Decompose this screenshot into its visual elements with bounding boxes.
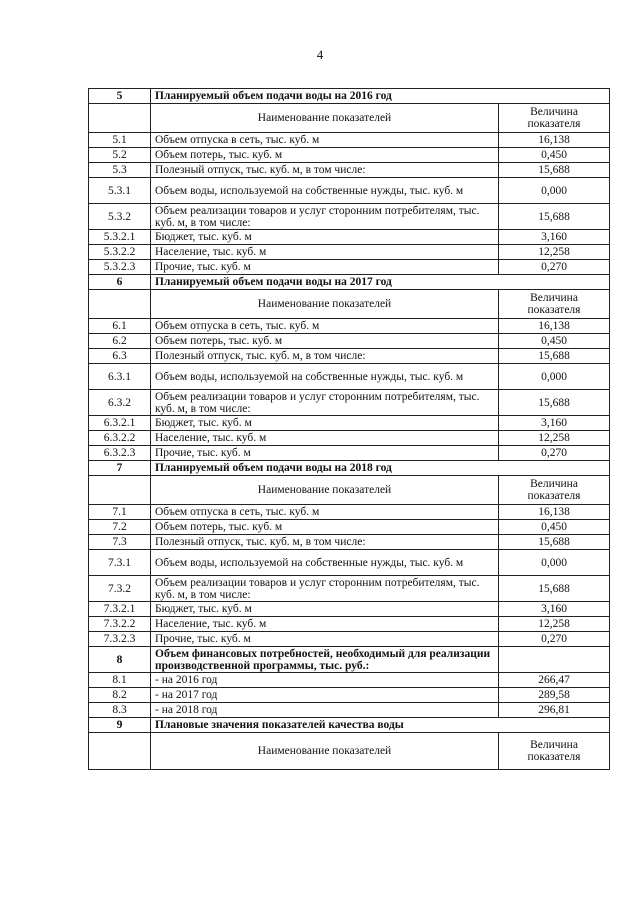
row-value: 0,000 xyxy=(499,178,610,204)
row-name: Прочие, тыс. куб. м xyxy=(151,260,499,275)
row-value: 0,270 xyxy=(499,260,610,275)
row-name: Объем потерь, тыс. куб. м xyxy=(151,520,499,535)
header-name-cell: Наименование показателей xyxy=(151,476,499,505)
header-value-cell: Величина показателя xyxy=(499,733,610,770)
row-name: Полезный отпуск, тыс. куб. м, в том числе: xyxy=(151,535,499,550)
row-value: 12,258 xyxy=(499,245,610,260)
row-name: Полезный отпуск, тыс. куб. м, в том числе: xyxy=(151,163,499,178)
row-value: 15,688 xyxy=(499,349,610,364)
table-row xyxy=(89,364,610,390)
row-value: 0,270 xyxy=(499,446,610,461)
section-title: Планируемый объем подачи воды на 2018 год xyxy=(151,461,610,476)
table-row xyxy=(89,632,610,647)
row-value: 266,47 xyxy=(499,673,610,688)
row-value: 16,138 xyxy=(499,133,610,148)
table-row xyxy=(89,688,610,703)
row-name: Прочие, тыс. куб. м xyxy=(151,446,499,461)
row-name: Полезный отпуск, тыс. куб. м, в том числе: xyxy=(151,349,499,364)
row-name: Объем отпуска в сеть, тыс. куб. м xyxy=(151,133,499,148)
row-name: Объем потерь, тыс. куб. м xyxy=(151,148,499,163)
header-value-cell: Величина показателя xyxy=(499,290,610,319)
table-row xyxy=(89,576,610,602)
table-row xyxy=(89,703,610,718)
row-name: Объем реализации товаров и услуг сторонним потребителям, тыс. куб. м, в том числе: xyxy=(151,390,499,416)
row-value: 15,688 xyxy=(499,576,610,602)
table-row xyxy=(89,319,610,334)
row-value: 0,450 xyxy=(499,520,610,535)
row-value: 15,688 xyxy=(499,204,610,230)
table-row xyxy=(89,260,610,275)
row-value: 0,000 xyxy=(499,550,610,576)
section-title-row xyxy=(89,89,610,104)
section-title: Планируемый объем подачи воды на 2017 год xyxy=(151,275,610,290)
row-name: Объем воды, используемой на собственные нужды, тыс. куб. м xyxy=(151,178,499,204)
row-value: 16,138 xyxy=(499,319,610,334)
table-row xyxy=(89,163,610,178)
row-number: 6.3.2.3 xyxy=(89,446,151,461)
header-empty-cell xyxy=(89,290,151,319)
row-number: 5.3.2.2 xyxy=(89,245,151,260)
row-name: Объем отпуска в сеть, тыс. куб. м xyxy=(151,319,499,334)
header-empty-cell xyxy=(89,104,151,133)
section-number: 5 xyxy=(89,89,151,104)
row-number: 7.3 xyxy=(89,535,151,550)
row-name: Объем реализации товаров и услуг сторонним потребителям, тыс. куб. м, в том числе: xyxy=(151,204,499,230)
header-empty-cell xyxy=(89,733,151,770)
table-row xyxy=(89,505,610,520)
table-row xyxy=(89,520,610,535)
table-row xyxy=(89,133,610,148)
row-number: 7.2 xyxy=(89,520,151,535)
row-value: 0,450 xyxy=(499,334,610,349)
row-number: 6.3 xyxy=(89,349,151,364)
row-number: 6.3.2.2 xyxy=(89,431,151,446)
row-number: 7.3.2 xyxy=(89,576,151,602)
row-number: 6.2 xyxy=(89,334,151,349)
row-name: Объем отпуска в сеть, тыс. куб. м xyxy=(151,505,499,520)
section-title-row xyxy=(89,275,610,290)
row-name: Объем воды, используемой на собственные нужды, тыс. куб. м xyxy=(151,364,499,390)
table-row xyxy=(89,602,610,617)
section-title-row xyxy=(89,461,610,476)
row-number: 5.3.2 xyxy=(89,204,151,230)
row-name: Бюджет, тыс. куб. м xyxy=(151,230,499,245)
header-empty-cell xyxy=(89,476,151,505)
table-row xyxy=(89,204,610,230)
table-row xyxy=(89,349,610,364)
row-name: Население, тыс. куб. м xyxy=(151,431,499,446)
section-number: 6 xyxy=(89,275,151,290)
header-name-cell: Наименование показателей xyxy=(151,104,499,133)
row-number: 5.1 xyxy=(89,133,151,148)
row-number: 6.3.2 xyxy=(89,390,151,416)
header-name-cell: Наименование показателей xyxy=(151,290,499,319)
table-row xyxy=(89,431,610,446)
row-number: 5.3.2.1 xyxy=(89,230,151,245)
row-name: - на 2017 год xyxy=(151,688,499,703)
row-name: Население, тыс. куб. м xyxy=(151,617,499,632)
row-number: 5.3 xyxy=(89,163,151,178)
row-number: 6.3.2.1 xyxy=(89,416,151,431)
table-row xyxy=(89,245,610,260)
header-row xyxy=(89,104,610,133)
row-value: 15,688 xyxy=(499,390,610,416)
row-value: 16,138 xyxy=(499,505,610,520)
row-number: 7.3.1 xyxy=(89,550,151,576)
row-value: 296,81 xyxy=(499,703,610,718)
header-row xyxy=(89,733,610,770)
table-row xyxy=(89,535,610,550)
table-row xyxy=(89,550,610,576)
row-number: 7.3.2.2 xyxy=(89,617,151,632)
section-title: Объем финансовых потребностей, необходимый для реализации производственной программы, тыс. руб.: xyxy=(151,647,499,673)
row-value: 3,160 xyxy=(499,230,610,245)
row-number: 8.3 xyxy=(89,703,151,718)
row-number: 5.3.1 xyxy=(89,178,151,204)
row-number: 7.1 xyxy=(89,505,151,520)
row-value: 12,258 xyxy=(499,617,610,632)
table-row xyxy=(89,178,610,204)
row-value: 289,58 xyxy=(499,688,610,703)
section-number: 9 xyxy=(89,718,151,733)
row-name: Объем воды, используемой на собственные нужды, тыс. куб. м xyxy=(151,550,499,576)
row-number: 6.3.1 xyxy=(89,364,151,390)
table-row xyxy=(89,416,610,431)
table-row xyxy=(89,390,610,416)
table-row xyxy=(89,617,610,632)
table-row xyxy=(89,230,610,245)
row-number: 8.2 xyxy=(89,688,151,703)
program-table xyxy=(88,88,610,770)
row-value: 12,258 xyxy=(499,431,610,446)
row-value: 3,160 xyxy=(499,602,610,617)
table-row xyxy=(89,334,610,349)
row-value: 0,450 xyxy=(499,148,610,163)
section-title: Планируемый объем подачи воды на 2016 год xyxy=(151,89,610,104)
header-row xyxy=(89,290,610,319)
row-name: Прочие, тыс. куб. м xyxy=(151,632,499,647)
header-value-cell: Величина показателя xyxy=(499,476,610,505)
section-title-row xyxy=(89,647,610,673)
row-number: 7.3.2.3 xyxy=(89,632,151,647)
row-name: Бюджет, тыс. куб. м xyxy=(151,416,499,431)
section-title-row xyxy=(89,718,610,733)
row-value: 0,270 xyxy=(499,632,610,647)
row-name: - на 2016 год xyxy=(151,673,499,688)
row-number: 8.1 xyxy=(89,673,151,688)
row-name: Бюджет, тыс. куб. м xyxy=(151,602,499,617)
row-name: - на 2018 год xyxy=(151,703,499,718)
row-value: 0,000 xyxy=(499,364,610,390)
section-number: 7 xyxy=(89,461,151,476)
row-number: 5.3.2.3 xyxy=(89,260,151,275)
row-value: 15,688 xyxy=(499,163,610,178)
row-name: Объем потерь, тыс. куб. м xyxy=(151,334,499,349)
row-value: 15,688 xyxy=(499,535,610,550)
table-row xyxy=(89,673,610,688)
row-name: Население, тыс. куб. м xyxy=(151,245,499,260)
header-value-cell: Величина показателя xyxy=(499,104,610,133)
section-value-empty xyxy=(499,647,610,673)
header-row xyxy=(89,476,610,505)
section-number: 8 xyxy=(89,647,151,673)
section-title: Плановые значения показателей качества воды xyxy=(151,718,610,733)
row-name: Объем реализации товаров и услуг сторонним потребителям, тыс. куб. м, в том числе: xyxy=(151,576,499,602)
table-row xyxy=(89,148,610,163)
row-number: 7.3.2.1 xyxy=(89,602,151,617)
table-row xyxy=(89,446,610,461)
page-number: 4 xyxy=(316,47,324,62)
header-name-cell: Наименование показателей xyxy=(151,733,499,770)
row-value: 3,160 xyxy=(499,416,610,431)
row-number: 6.1 xyxy=(89,319,151,334)
row-number: 5.2 xyxy=(89,148,151,163)
